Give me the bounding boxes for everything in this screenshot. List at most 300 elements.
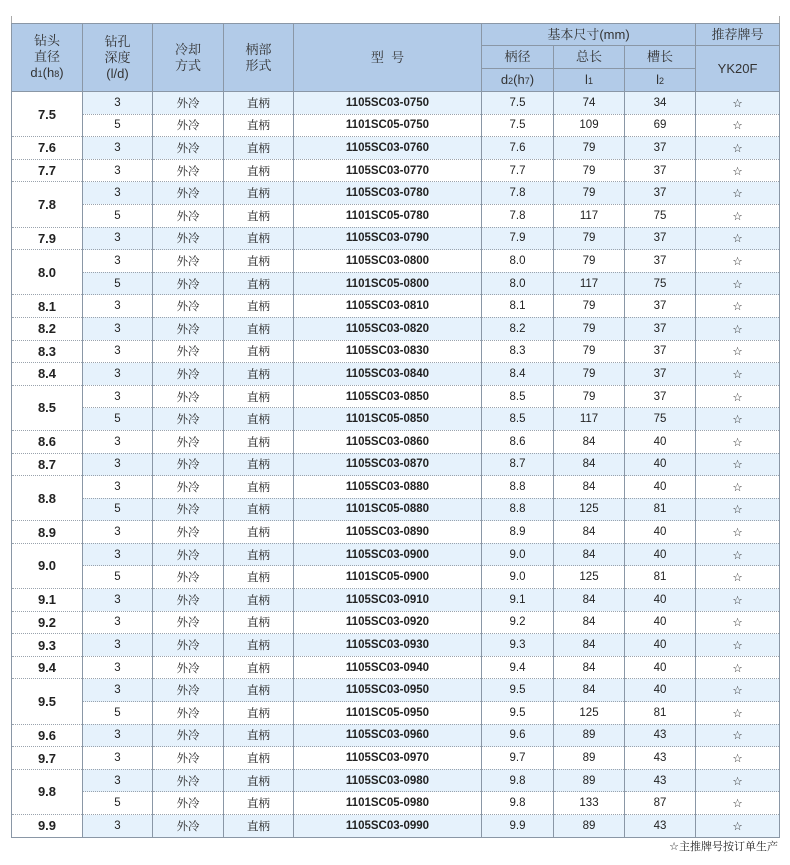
cell-cooling: 外冷	[153, 92, 224, 115]
cell-cooling: 外冷	[153, 408, 224, 431]
cell-shank-type: 直柄	[224, 679, 294, 702]
header-depth: 钻孔 深度 (l/d)	[83, 24, 153, 92]
cell-model: 1105SC03-0810	[294, 295, 482, 318]
cell-depth-ratio: 3	[83, 634, 153, 657]
cell-flute-length: 81	[625, 498, 696, 521]
table-row	[12, 250, 780, 273]
header-shank-dia-symbol: d2(h7)	[482, 69, 554, 92]
cell-depth-ratio: 5	[83, 702, 153, 725]
cell-shank-diameter: 8.5	[482, 385, 554, 408]
cell-cooling: 外冷	[153, 611, 224, 634]
cell-grade-star: ☆	[696, 815, 780, 838]
cell-model: 1105SC03-0910	[294, 589, 482, 612]
cell-grade-star: ☆	[696, 792, 780, 815]
cell-total-length: 79	[554, 295, 625, 318]
cell-shank-type: 直柄	[224, 317, 294, 340]
cell-shank-type: 直柄	[224, 453, 294, 476]
table-row	[12, 363, 780, 386]
cell-flute-length: 40	[625, 634, 696, 657]
cell-model: 1105SC03-0790	[294, 227, 482, 250]
cell-total-length: 79	[554, 182, 625, 205]
cell-flute-length: 43	[625, 747, 696, 770]
cell-total-length: 74	[554, 92, 625, 115]
cell-model: 1105SC03-0990	[294, 815, 482, 838]
cell-cooling: 外冷	[153, 363, 224, 386]
cell-model: 1105SC03-0950	[294, 679, 482, 702]
cell-grade-star: ☆	[696, 656, 780, 679]
cell-shank-type: 直柄	[224, 815, 294, 838]
cell-model: 1101SC05-0800	[294, 272, 482, 295]
cell-model: 1105SC03-0940	[294, 656, 482, 679]
cell-model: 1101SC05-0880	[294, 498, 482, 521]
footnote: ☆主推牌号按订单生产	[669, 841, 778, 853]
cell-flute-length: 87	[625, 792, 696, 815]
cell-shank-diameter: 8.1	[482, 295, 554, 318]
cell-shank-diameter: 9.6	[482, 724, 554, 747]
cell-diameter: 8.9	[12, 521, 83, 544]
cell-flute-length: 37	[625, 385, 696, 408]
cell-cooling: 外冷	[153, 385, 224, 408]
table-row	[12, 521, 780, 544]
cell-flute-length: 40	[625, 453, 696, 476]
cell-cooling: 外冷	[153, 589, 224, 612]
cell-diameter: 8.8	[12, 476, 83, 521]
cell-flute-length: 81	[625, 702, 696, 725]
cell-depth-ratio: 5	[83, 566, 153, 589]
cell-depth-ratio: 3	[83, 363, 153, 386]
cell-total-length: 79	[554, 137, 625, 160]
cell-total-length: 117	[554, 204, 625, 227]
cell-grade-star: ☆	[696, 340, 780, 363]
cell-shank-diameter: 7.7	[482, 159, 554, 182]
cell-model: 1105SC03-0770	[294, 159, 482, 182]
table-row	[12, 656, 780, 679]
cell-grade-star: ☆	[696, 92, 780, 115]
cell-total-length: 84	[554, 521, 625, 544]
cell-shank-type: 直柄	[224, 566, 294, 589]
cell-flute-length: 37	[625, 159, 696, 182]
cell-grade-star: ☆	[696, 702, 780, 725]
cell-model: 1105SC03-0850	[294, 385, 482, 408]
cell-grade-star: ☆	[696, 204, 780, 227]
header-flute-length-symbol: l2	[625, 69, 696, 92]
cell-grade-star: ☆	[696, 159, 780, 182]
cell-grade-star: ☆	[696, 566, 780, 589]
cell-depth-ratio: 3	[83, 476, 153, 499]
cell-grade-star: ☆	[696, 453, 780, 476]
table-row	[12, 702, 780, 725]
cell-cooling: 外冷	[153, 250, 224, 273]
cell-grade-star: ☆	[696, 137, 780, 160]
table-row	[12, 137, 780, 160]
cell-grade-star: ☆	[696, 634, 780, 657]
cell-depth-ratio: 3	[83, 453, 153, 476]
cell-total-length: 117	[554, 408, 625, 431]
header-total-length: 总长	[554, 46, 625, 69]
cell-depth-ratio: 3	[83, 724, 153, 747]
cell-shank-type: 直柄	[224, 159, 294, 182]
cell-shank-type: 直柄	[224, 137, 294, 160]
cell-depth-ratio: 3	[83, 92, 153, 115]
cell-shank-diameter: 8.4	[482, 363, 554, 386]
cell-cooling: 外冷	[153, 430, 224, 453]
table-row	[12, 159, 780, 182]
table-row	[12, 679, 780, 702]
cell-cooling: 外冷	[153, 724, 224, 747]
cell-diameter: 8.3	[12, 340, 83, 363]
cell-shank-type: 直柄	[224, 521, 294, 544]
cell-flute-length: 75	[625, 272, 696, 295]
cell-diameter: 7.7	[12, 159, 83, 182]
cell-total-length: 84	[554, 543, 625, 566]
cell-depth-ratio: 3	[83, 769, 153, 792]
cell-shank-diameter: 7.8	[482, 204, 554, 227]
cell-flute-length: 37	[625, 137, 696, 160]
cell-model: 1105SC03-0760	[294, 137, 482, 160]
cell-cooling: 外冷	[153, 634, 224, 657]
cell-diameter: 8.1	[12, 295, 83, 318]
table-row	[12, 272, 780, 295]
cell-model: 1101SC05-0850	[294, 408, 482, 431]
cell-model: 1105SC03-0840	[294, 363, 482, 386]
cell-shank-type: 直柄	[224, 656, 294, 679]
cell-grade-star: ☆	[696, 272, 780, 295]
cell-diameter: 9.4	[12, 656, 83, 679]
cell-model: 1105SC03-0970	[294, 747, 482, 770]
table-row	[12, 204, 780, 227]
cell-grade-star: ☆	[696, 724, 780, 747]
cell-shank-diameter: 8.5	[482, 408, 554, 431]
cell-grade-star: ☆	[696, 430, 780, 453]
table-row	[12, 385, 780, 408]
cell-cooling: 外冷	[153, 204, 224, 227]
cell-grade-star: ☆	[696, 114, 780, 137]
cell-total-length: 125	[554, 498, 625, 521]
cell-diameter: 8.2	[12, 317, 83, 340]
cell-shank-type: 直柄	[224, 114, 294, 137]
cell-shank-diameter: 7.8	[482, 182, 554, 205]
cell-shank-diameter: 9.7	[482, 747, 554, 770]
cell-shank-type: 直柄	[224, 340, 294, 363]
cell-grade-star: ☆	[696, 498, 780, 521]
cell-model: 1105SC03-0880	[294, 476, 482, 499]
cell-shank-diameter: 9.1	[482, 589, 554, 612]
table-row	[12, 498, 780, 521]
cell-model: 1101SC05-0950	[294, 702, 482, 725]
cell-flute-length: 37	[625, 182, 696, 205]
cell-shank-diameter: 9.8	[482, 769, 554, 792]
header-shank-dia: 柄径	[482, 46, 554, 69]
cell-model: 1105SC03-0830	[294, 340, 482, 363]
cell-cooling: 外冷	[153, 159, 224, 182]
table-row	[12, 566, 780, 589]
cell-model: 1101SC05-0980	[294, 792, 482, 815]
header-dimensions: 基本尺寸(mm)	[482, 24, 696, 46]
table-body	[12, 92, 780, 838]
cell-total-length: 84	[554, 611, 625, 634]
cell-depth-ratio: 3	[83, 340, 153, 363]
cell-cooling: 外冷	[153, 227, 224, 250]
cell-diameter: 9.3	[12, 634, 83, 657]
cell-grade-star: ☆	[696, 317, 780, 340]
cell-grade-star: ☆	[696, 747, 780, 770]
cell-diameter: 9.1	[12, 589, 83, 612]
cell-shank-diameter: 8.8	[482, 476, 554, 499]
table-row	[12, 453, 780, 476]
cell-depth-ratio: 3	[83, 521, 153, 544]
cell-total-length: 84	[554, 453, 625, 476]
cell-depth-ratio: 3	[83, 589, 153, 612]
cell-shank-diameter: 9.3	[482, 634, 554, 657]
cell-shank-type: 直柄	[224, 747, 294, 770]
cell-depth-ratio: 3	[83, 679, 153, 702]
cell-cooling: 外冷	[153, 792, 224, 815]
cell-diameter: 9.7	[12, 747, 83, 770]
cell-shank-diameter: 8.8	[482, 498, 554, 521]
cell-cooling: 外冷	[153, 521, 224, 544]
cell-shank-type: 直柄	[224, 408, 294, 431]
cell-shank-type: 直柄	[224, 498, 294, 521]
cell-flute-length: 40	[625, 611, 696, 634]
cell-shank-diameter: 9.9	[482, 815, 554, 838]
table-row	[12, 227, 780, 250]
cell-total-length: 79	[554, 340, 625, 363]
cell-flute-length: 37	[625, 317, 696, 340]
cell-depth-ratio: 5	[83, 792, 153, 815]
cell-flute-length: 40	[625, 543, 696, 566]
cell-shank-type: 直柄	[224, 476, 294, 499]
cell-total-length: 79	[554, 227, 625, 250]
cell-total-length: 125	[554, 566, 625, 589]
cell-cooling: 外冷	[153, 815, 224, 838]
cell-flute-length: 40	[625, 679, 696, 702]
drill-spec-table	[11, 23, 780, 838]
cell-depth-ratio: 3	[83, 385, 153, 408]
cell-depth-ratio: 5	[83, 114, 153, 137]
cell-model: 1105SC03-0930	[294, 634, 482, 657]
cell-cooling: 外冷	[153, 566, 224, 589]
cell-flute-length: 34	[625, 92, 696, 115]
cell-flute-length: 75	[625, 408, 696, 431]
cell-diameter: 8.5	[12, 385, 83, 430]
cell-shank-type: 直柄	[224, 92, 294, 115]
cell-cooling: 外冷	[153, 137, 224, 160]
cell-total-length: 89	[554, 815, 625, 838]
cell-depth-ratio: 3	[83, 227, 153, 250]
cell-shank-diameter: 9.0	[482, 543, 554, 566]
cell-shank-diameter: 9.2	[482, 611, 554, 634]
cell-flute-length: 40	[625, 521, 696, 544]
cell-model: 1105SC03-0820	[294, 317, 482, 340]
table-row	[12, 430, 780, 453]
cell-diameter: 8.0	[12, 250, 83, 295]
cell-shank-type: 直柄	[224, 295, 294, 318]
cell-shank-type: 直柄	[224, 589, 294, 612]
cell-grade-star: ☆	[696, 543, 780, 566]
cell-shank-diameter: 8.0	[482, 272, 554, 295]
cell-shank-diameter: 8.7	[482, 453, 554, 476]
cell-total-length: 133	[554, 792, 625, 815]
cell-shank-type: 直柄	[224, 182, 294, 205]
table-row	[12, 747, 780, 770]
cell-cooling: 外冷	[153, 656, 224, 679]
cell-grade-star: ☆	[696, 227, 780, 250]
cell-diameter: 7.9	[12, 227, 83, 250]
cell-depth-ratio: 3	[83, 611, 153, 634]
cell-grade-star: ☆	[696, 408, 780, 431]
cell-shank-type: 直柄	[224, 272, 294, 295]
cell-grade-star: ☆	[696, 295, 780, 318]
table-row	[12, 295, 780, 318]
table-row	[12, 340, 780, 363]
cell-depth-ratio: 3	[83, 747, 153, 770]
cell-depth-ratio: 3	[83, 250, 153, 273]
cell-cooling: 外冷	[153, 747, 224, 770]
table-row	[12, 408, 780, 431]
cell-shank-type: 直柄	[224, 250, 294, 273]
cell-shank-type: 直柄	[224, 204, 294, 227]
table-row	[12, 815, 780, 838]
cell-total-length: 79	[554, 363, 625, 386]
cell-cooling: 外冷	[153, 679, 224, 702]
cell-diameter: 7.6	[12, 137, 83, 160]
cell-grade-star: ☆	[696, 385, 780, 408]
cell-diameter: 8.6	[12, 430, 83, 453]
cell-diameter: 9.6	[12, 724, 83, 747]
cell-shank-type: 直柄	[224, 702, 294, 725]
header-diameter: 钻头 直径 d1(h8)	[12, 24, 83, 92]
cell-diameter: 8.7	[12, 453, 83, 476]
cell-depth-ratio: 3	[83, 182, 153, 205]
table-row	[12, 317, 780, 340]
cell-shank-type: 直柄	[224, 385, 294, 408]
cell-grade-star: ☆	[696, 679, 780, 702]
cell-cooling: 外冷	[153, 498, 224, 521]
cell-depth-ratio: 3	[83, 815, 153, 838]
cell-cooling: 外冷	[153, 702, 224, 725]
cell-flute-length: 69	[625, 114, 696, 137]
header-flute-length: 槽长	[625, 46, 696, 69]
cell-model: 1105SC03-0860	[294, 430, 482, 453]
cell-shank-type: 直柄	[224, 769, 294, 792]
cell-depth-ratio: 3	[83, 656, 153, 679]
cell-shank-type: 直柄	[224, 611, 294, 634]
cell-depth-ratio: 3	[83, 137, 153, 160]
cell-total-length: 79	[554, 385, 625, 408]
cell-model: 1105SC03-0870	[294, 453, 482, 476]
cell-flute-length: 81	[625, 566, 696, 589]
cell-flute-length: 40	[625, 656, 696, 679]
cell-model: 1101SC05-0780	[294, 204, 482, 227]
cell-shank-type: 直柄	[224, 430, 294, 453]
table-row	[12, 589, 780, 612]
cell-diameter: 8.4	[12, 363, 83, 386]
cell-cooling: 外冷	[153, 317, 224, 340]
cell-grade-star: ☆	[696, 363, 780, 386]
cell-diameter: 9.9	[12, 815, 83, 838]
cell-flute-length: 43	[625, 815, 696, 838]
cell-cooling: 外冷	[153, 182, 224, 205]
cell-total-length: 79	[554, 250, 625, 273]
table-row	[12, 114, 780, 137]
cell-grade-star: ☆	[696, 589, 780, 612]
cell-depth-ratio: 3	[83, 543, 153, 566]
cell-shank-diameter: 7.5	[482, 114, 554, 137]
cell-shank-diameter: 8.6	[482, 430, 554, 453]
cell-flute-length: 75	[625, 204, 696, 227]
cell-shank-diameter: 9.5	[482, 679, 554, 702]
cell-model: 1105SC03-0750	[294, 92, 482, 115]
cell-total-length: 125	[554, 702, 625, 725]
cell-shank-type: 直柄	[224, 792, 294, 815]
cell-grade-star: ☆	[696, 611, 780, 634]
cell-total-length: 84	[554, 656, 625, 679]
cell-total-length: 84	[554, 634, 625, 657]
cell-cooling: 外冷	[153, 340, 224, 363]
cell-total-length: 117	[554, 272, 625, 295]
cell-diameter: 9.5	[12, 679, 83, 724]
cell-flute-length: 37	[625, 363, 696, 386]
cell-model: 1105SC03-0960	[294, 724, 482, 747]
cell-total-length: 89	[554, 747, 625, 770]
header-cooling: 冷却 方式	[153, 24, 224, 92]
cell-flute-length: 37	[625, 295, 696, 318]
cell-shank-type: 直柄	[224, 543, 294, 566]
cell-shank-diameter: 8.9	[482, 521, 554, 544]
cell-flute-length: 43	[625, 724, 696, 747]
cell-total-length: 84	[554, 430, 625, 453]
header-shank-type: 柄部 形式	[224, 24, 294, 92]
cell-flute-length: 40	[625, 589, 696, 612]
cell-diameter: 7.5	[12, 92, 83, 137]
cell-model: 1105SC03-0900	[294, 543, 482, 566]
cell-shank-type: 直柄	[224, 363, 294, 386]
cell-model: 1101SC05-0900	[294, 566, 482, 589]
table-row	[12, 792, 780, 815]
cell-depth-ratio: 5	[83, 498, 153, 521]
cell-total-length: 89	[554, 724, 625, 747]
cell-cooling: 外冷	[153, 476, 224, 499]
cell-cooling: 外冷	[153, 272, 224, 295]
table-row	[12, 543, 780, 566]
cell-flute-length: 37	[625, 227, 696, 250]
cell-diameter: 9.0	[12, 543, 83, 588]
table-row	[12, 634, 780, 657]
cell-grade-star: ☆	[696, 182, 780, 205]
cell-shank-diameter: 9.0	[482, 566, 554, 589]
cell-depth-ratio: 3	[83, 159, 153, 182]
cell-shank-type: 直柄	[224, 227, 294, 250]
cell-total-length: 89	[554, 769, 625, 792]
cell-model: 1101SC05-0750	[294, 114, 482, 137]
header-grade: 推荐牌号	[696, 24, 780, 46]
cell-grade-star: ☆	[696, 521, 780, 544]
cell-diameter: 7.8	[12, 182, 83, 227]
table-row	[12, 92, 780, 115]
cell-cooling: 外冷	[153, 295, 224, 318]
cell-total-length: 84	[554, 679, 625, 702]
cell-shank-type: 直柄	[224, 634, 294, 657]
table-row	[12, 724, 780, 747]
cell-flute-length: 40	[625, 476, 696, 499]
cell-grade-star: ☆	[696, 250, 780, 273]
cell-total-length: 109	[554, 114, 625, 137]
table-row	[12, 611, 780, 634]
cell-model: 1105SC03-0780	[294, 182, 482, 205]
cell-shank-diameter: 8.0	[482, 250, 554, 273]
cell-flute-length: 37	[625, 340, 696, 363]
cell-cooling: 外冷	[153, 769, 224, 792]
